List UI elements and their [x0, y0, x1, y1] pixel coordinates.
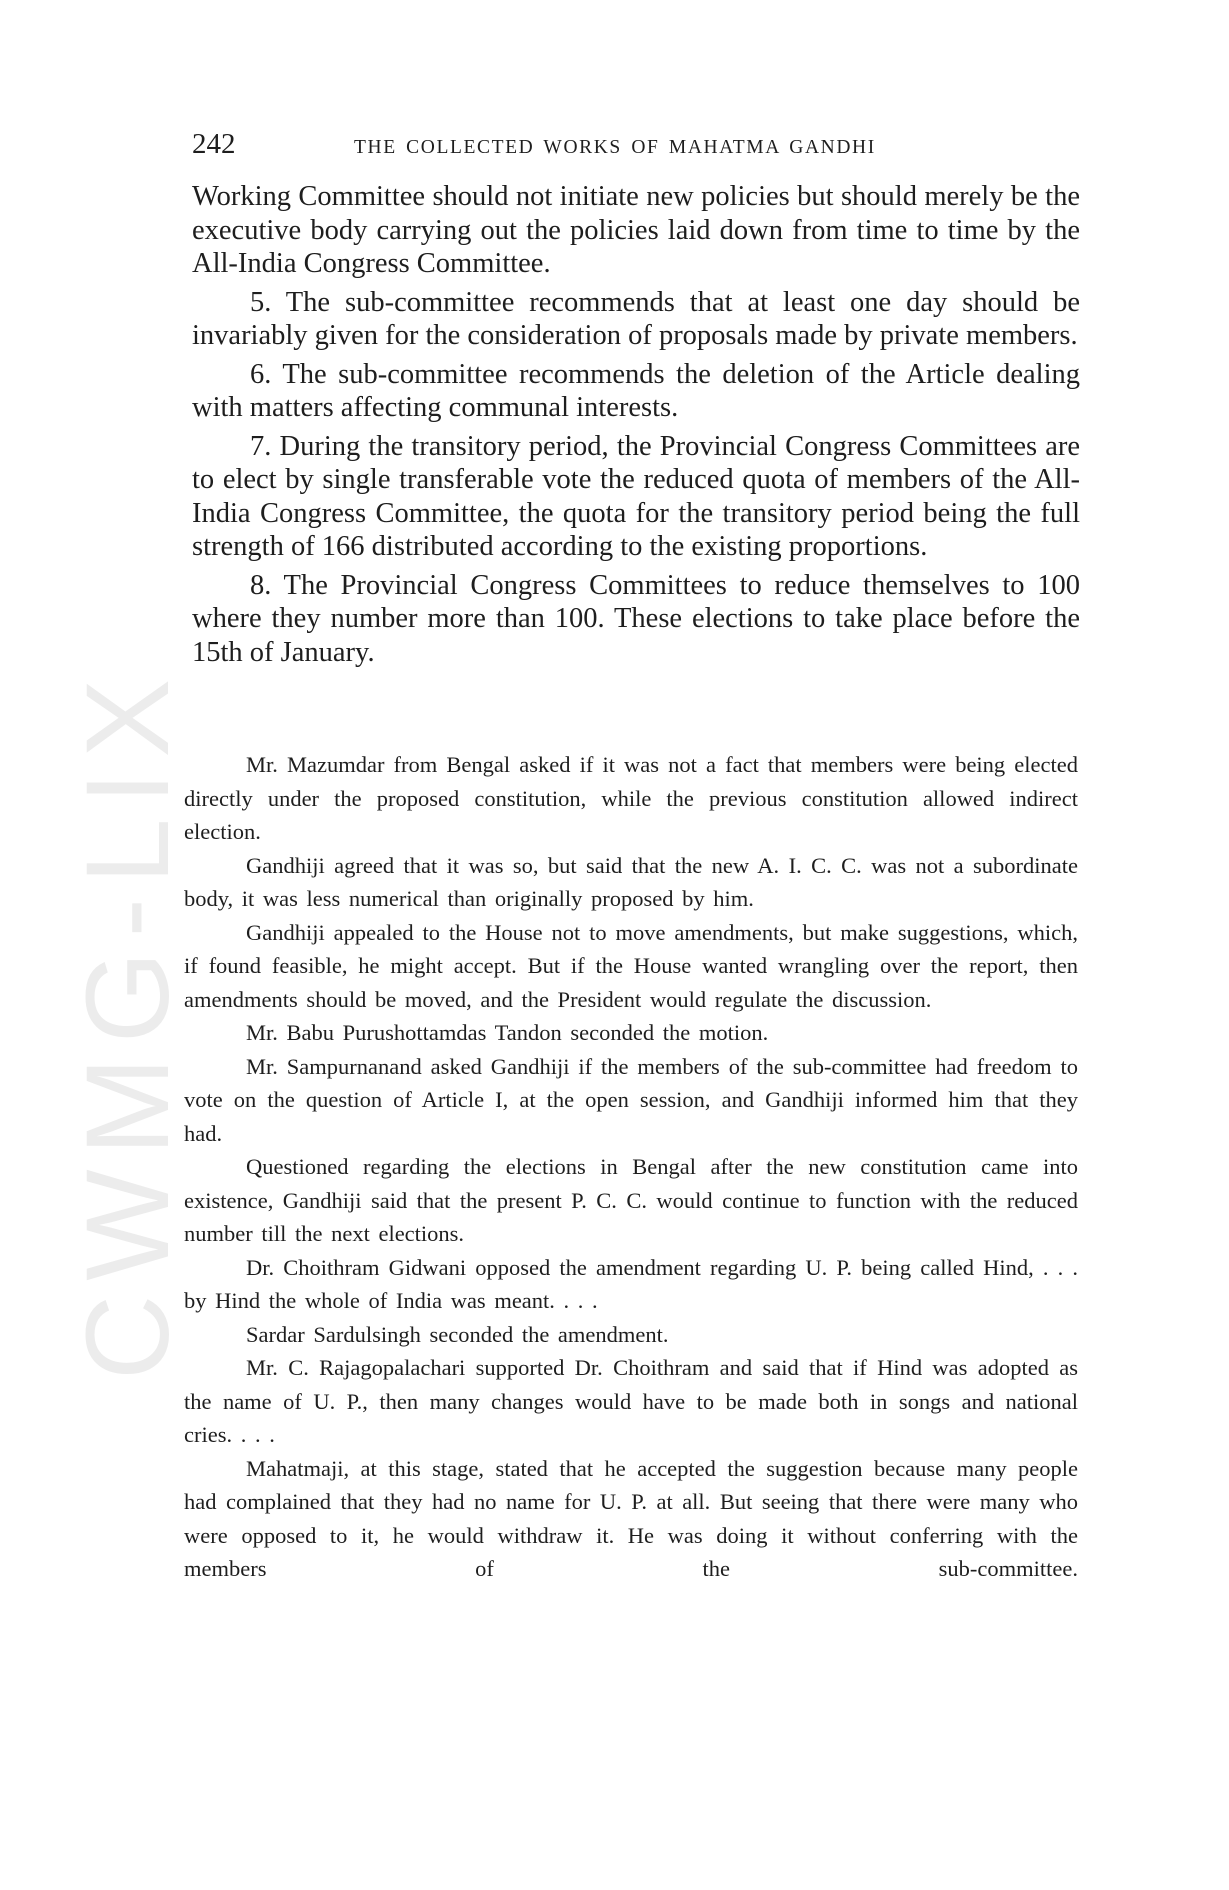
proceedings-report: [184, 748, 1078, 1586]
main-text: [192, 180, 1080, 669]
recommendation-6: 6. The sub-committee recommends the deletion of the Article dealing with matters affecting communal interests.: [192, 358, 1080, 423]
running-head: THE COLLECTED WORKS OF MAHATMA GANDHI: [354, 137, 876, 158]
report-paragraph: Questioned regarding the elections in Bengal after the new constitution came into existence, Gandhiji said that the present P. C. C. would continue to function with the reduced number till the next elections.: [184, 1154, 1078, 1246]
page-header: [192, 128, 1080, 168]
watermark: CWMG-LIX: [62, 664, 194, 1380]
report-paragraph: Mr. Mazumdar from Bengal asked if it was not a fact that members were being elected directly under the proposed constitution, while the previous constitution allowed indirect election.: [184, 752, 1078, 844]
report-paragraph: Mr. Babu Purushottamdas Tandon seconded the motion.: [246, 1020, 769, 1045]
report-paragraph: Mr. C. Rajagopalachari supported Dr. Choithram and said that if Hind was adopted as the name of U. P., then many changes would have to be made both in songs and national cries. . . .: [184, 1355, 1078, 1447]
report-paragraph: Gandhiji appealed to the House not to move amendments, but make suggestions, which, if found feasible, he might accept. But if the House wanted wrangling over the report, then amendments should be moved, and the President would regulate the discussion.: [184, 919, 1078, 1012]
page-number: 242: [192, 128, 236, 160]
report-paragraph: Gandhiji agreed that it was so, but said that the new A. I. C. C. was not a subordinate body, it was less numerical than originally proposed by him.: [184, 852, 1078, 911]
report-paragraph: Sardar Sardulsingh seconded the amendment.: [246, 1321, 669, 1347]
report-paragraph: Dr. Choithram Gidwani opposed the amendment regarding U. P. being called Hind, . . . by Hind the whole of India was meant. . . .: [184, 1254, 1078, 1313]
recommendation-5: 5. The sub-committee recommends that at least one day should be invariably given for the consideration of proposals made by private members.: [192, 286, 1080, 351]
recommendation-8: 8. The Provincial Congress Committees to reduce themselves to 100 where they number more than 100. These elections to take place before the 15th of January.: [192, 569, 1080, 668]
recommendation-7: 7. During the transitory period, the Provincial Congress Committees are to elect by single transferable vote the reduced quota of members of the All-India Congress Committee, the quota for the transitory period being the full strength of 166 distributed according to the existing proportions.: [192, 430, 1080, 562]
continued-paragraph: Working Committee should not initiate new policies but should merely be the executive body carrying out the policies laid down from time to time by the All-India Congress Committee.: [192, 181, 1080, 279]
report-paragraph: Mahatmaji, at this stage, stated that he accepted the suggestion because many people had complained that they had no name for U. P. at all. But seeing that there were many who were opposed to it, he would withdraw it. He was doing it without conferring with the members of the sub-committee.: [184, 1455, 1078, 1581]
report-paragraph: Mr. Sampurnanand asked Gandhiji if the members of the sub-committee had freedom to vote on the question of Article I, at the open session, and Gandhiji informed him that they had.: [184, 1053, 1078, 1146]
